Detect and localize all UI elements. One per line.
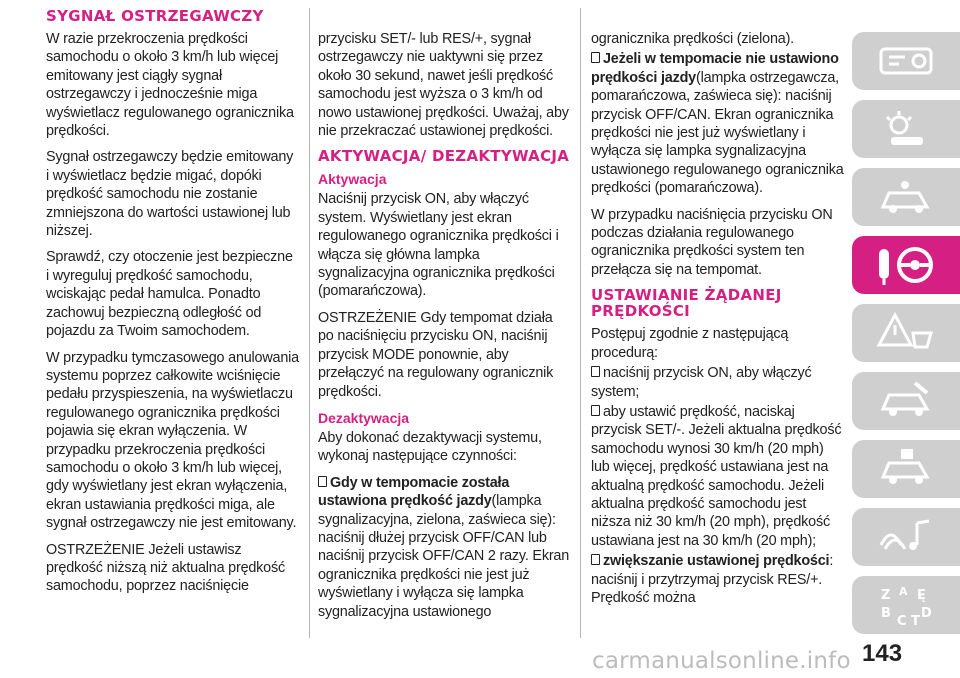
heading-sygnal-ostrzegawczy: SYGNAŁ OSTRZEGAWCZY <box>46 7 264 25</box>
tab-starting-driving[interactable] <box>852 236 960 294</box>
chapter-tabs <box>852 32 960 644</box>
watermark: carmanualsonline.info <box>592 648 851 674</box>
paragraph: W razie przekroczenia prędkości samochodu o około 3 km/h lub więcej emitowany jest ciągły sygnał ostrzegawczy i jednocześnie miga wyświetlacz regulowanego ogranicznika prędkości. <box>46 31 294 140</box>
subheading-dezaktywacja: Dezaktywacja <box>318 409 410 426</box>
car-maintenance-icon <box>875 379 937 423</box>
index-letter: T <box>911 614 920 627</box>
paragraph: W przypadku naciśnięcia przycisku ON podczas działania regulowanego ogranicznika prędkości system ten przełącza się na tempomat. <box>591 206 833 278</box>
tab-safety[interactable] <box>852 168 960 226</box>
warning-paragraph: OSTRZEŻENIE Jeżeli ustawisz prędkość niższą niż aktualna prędkość samochodu, poprzez naciśnięcie <box>46 541 285 595</box>
paragraph: Sprawdź, czy otoczenie jest bezpieczne i wyreguluj prędkość samochodu, wciskając pedał hamulca. Ponadto zachowuj bezpieczną odległość od pojazdu za Twoim samochodem. <box>46 249 293 340</box>
page-number: 143 <box>862 640 903 667</box>
column-divider-2 <box>580 8 581 638</box>
bullet-box-icon <box>591 52 600 63</box>
car-dashboard-icon <box>875 39 937 83</box>
warning-paragraph: OSTRZEŻENIE Gdy tempomat działa po naciśnięciu przycisku ON, naciśnij przycisk MODE ponownie, aby przełączyć na regulowany ogranicznik prędkości. <box>318 309 554 400</box>
column-divider-1 <box>309 8 310 638</box>
bullet-item: aby ustawić prędkość, naciskaj przycisk SET/-. Jeżeli aktualna prędkość samochodu wynosi 30 km/h (20 mph) lub więcej, prędkość ustawiana jest na aktualną prędkość samochodu. Jeżeli aktualna prędkość samochodu jest niższa niż 30 km/h (20 mph), prędkość ustawiana jest na 30 km/h (20 mph); <box>591 403 842 549</box>
bullet-box-icon <box>318 476 327 487</box>
heading-ustawianie-predkosci: USTAWIANIE ŻĄDANEJ PRĘDKOŚCI <box>591 286 782 321</box>
paragraph: Naciśnij przycisk ON, aby włączyć system. Wyświetlany jest ekran regulowanego ogranicznika prędkości i włącza się główna lampka sygnalizacyjna ogranicznika prędkości (pomarańczowa). <box>318 191 559 300</box>
column-3 <box>591 30 845 615</box>
paragraph: Aby dokonać dezaktywacji systemu, wykonaj następujące czynności: <box>318 429 542 465</box>
index-letter: A <box>899 585 908 598</box>
bullet-box-icon <box>591 405 600 416</box>
index-letter: Ę <box>917 588 926 603</box>
tab-dashboard[interactable] <box>852 32 960 90</box>
bullet-box-icon <box>591 366 600 377</box>
key-steering-icon <box>875 243 937 287</box>
alphabet-index-icon <box>875 583 937 627</box>
roadside-warning-icon <box>875 311 937 355</box>
multimedia-icon <box>875 515 937 559</box>
index-letter: Z <box>881 588 891 603</box>
bullet-item: naciśnij przycisk ON, aby włączyć system; <box>591 365 812 400</box>
bullet-item: Gdy w tempomacie została ustawiona prędkość jazdy(lampka sygnalizacyjna, zielona, zaświeca się): naciśnij dłużej przycisk OFF/CAN lub naciśnij przycisk OFF/CAN 2 razy. Ekran ogranicznika prędkości nie jest już wyświetlany i wyłącza się lampka sygnalizacyjna ustawionego <box>318 474 570 620</box>
paragraph: przycisku SET/- lub RES/+, sygnał ostrzegawczy nie uaktywni się przez około 30 sekund, nawet jeśli prędkość samochodu jest wyższa o 3 km/h od nowo ustawionej prędkości. Uważaj, aby nie przekraczać ustawionej prędkości. <box>318 31 569 140</box>
tab-emergency[interactable] <box>852 304 960 362</box>
warning-lights-icon <box>875 107 937 151</box>
tab-specifications[interactable] <box>852 440 960 498</box>
car-safety-icon <box>875 175 937 219</box>
paragraph: W przypadku tymczasowego anulowania systemu poprzez całkowite wciśnięcie pedału przyspieszenia, na wyświetlaczu regulowanego ogranicznika prędkości pojawia się ekran wyłączenia. W przypadku przekroczenia prędkości samochodu o około 3 km/h lub więcej, gdy wyświetlany jest ekran wyłączenia, ekran ustawiania prędkości miga, ale sygnał ostrzegawczy nie jest emitowany. <box>46 349 299 532</box>
bullet-item: Jeżeli w tempomacie nie ustawiono prędkości jazdy(lampka ostrzegawcza, pomarańczowa, zaświeca się): naciśnij przycisk OFF/CAN. Ekran ogranicznika prędkości nie jest już wyświetlany i wyłącza się lampka sygnalizacyjna ustawionego regulowanego ogranicznika prędkości (pomarańczowa). <box>591 51 844 197</box>
column-2 <box>318 30 571 629</box>
tab-warning-lights[interactable] <box>852 100 960 158</box>
tab-multimedia[interactable] <box>852 508 960 566</box>
car-specs-icon <box>875 447 937 491</box>
heading-aktywacja-dezaktywacja: AKTYWACJA/ DEZAKTYWACJA <box>318 147 570 166</box>
tab-maintenance[interactable] <box>852 372 960 430</box>
paragraph: ogranicznika prędkości (zielona). <box>591 31 794 47</box>
index-letter: B <box>881 606 891 621</box>
subheading-aktywacja: Aktywacja <box>318 171 387 188</box>
bullet-item: zwiększanie ustawionej prędkości: naciśnij i przytrzymaj przycisk RES/+. Prędkość można <box>591 553 834 606</box>
paragraph: Postępuj zgodnie z następującą procedurą: <box>591 326 789 361</box>
index-letter: D <box>921 606 932 621</box>
tab-alphabetical-index[interactable] <box>852 576 960 634</box>
column-1 <box>46 4 299 604</box>
bullet-box-icon <box>591 554 600 565</box>
paragraph: Sygnał ostrzegawczy będzie emitowany i wyświetlacz będzie migać, dopóki prędkość samochodu nie zostanie zmniejszona do wartości ustawionej lub niższej. <box>46 149 294 240</box>
index-letter: C <box>897 614 907 627</box>
